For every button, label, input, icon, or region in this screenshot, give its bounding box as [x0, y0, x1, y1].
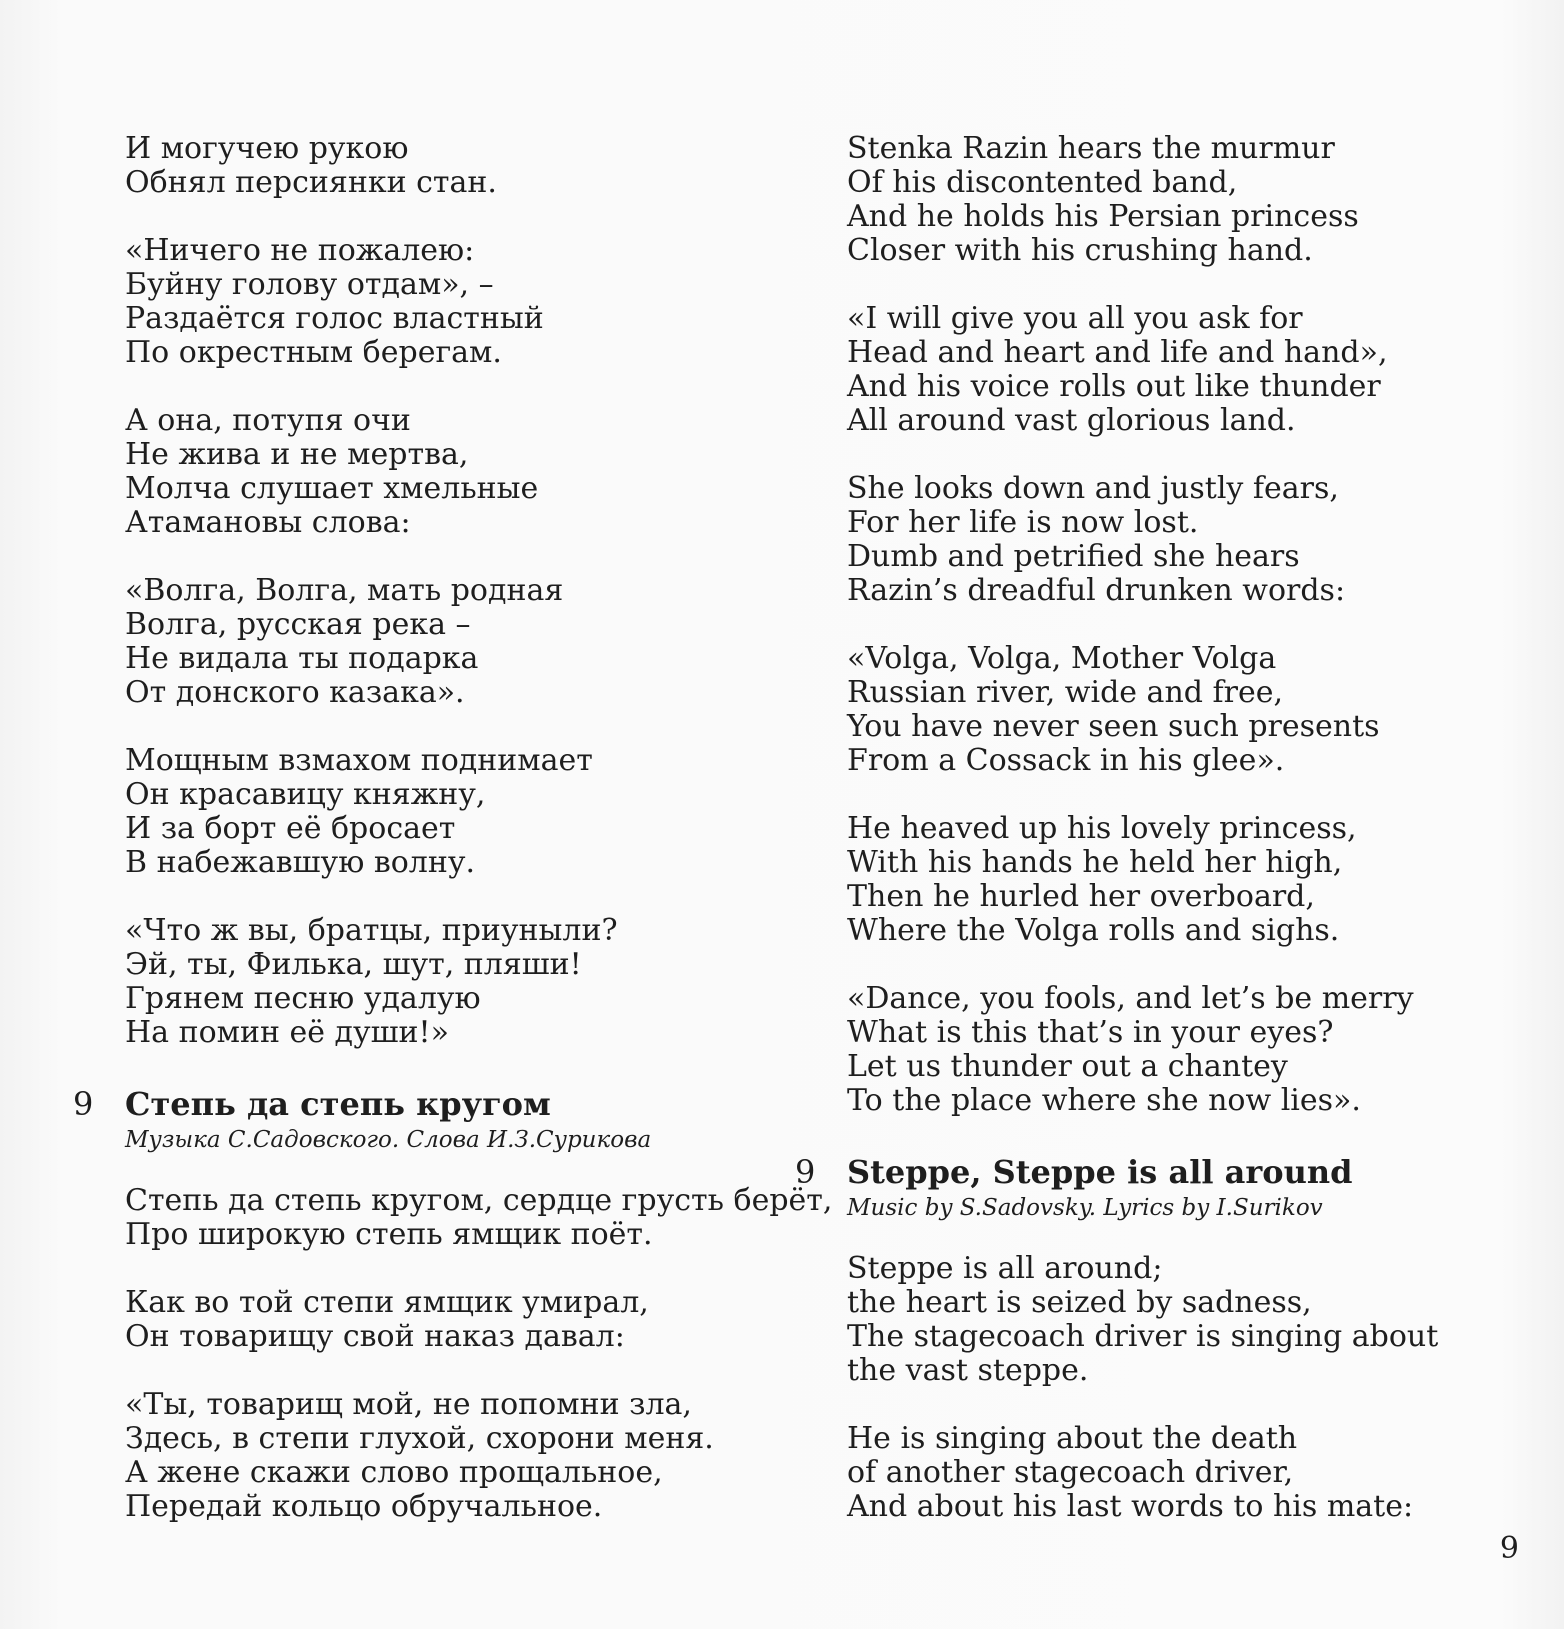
lyric-line: На помин её души!» — [125, 1015, 449, 1050]
lyric-line: Не жива и не мертва, — [125, 437, 469, 472]
lyric-line: The stagecoach driver is singing about — [847, 1319, 1439, 1354]
lyric-line: Грянем песню удалую — [125, 981, 481, 1016]
stanza — [847, 1252, 1537, 1388]
lyric-line: You have never seen such presents — [847, 709, 1380, 744]
stanza — [125, 132, 805, 200]
lyric-line: Then he hurled her overboard, — [847, 879, 1315, 914]
english-stanzas-top — [847, 132, 1537, 1118]
lyric-line: Он товарищу свой наказ давал: — [125, 1319, 625, 1354]
lyric-line: And about his last words to his mate: — [847, 1489, 1414, 1524]
lyric-line: He heaved up his lovely princess, — [847, 811, 1357, 846]
russian-song-header — [73, 1084, 805, 1156]
stanza — [125, 1183, 833, 1252]
lyric-line: And his voice rolls out like thunder — [847, 369, 1381, 404]
stanza — [847, 1422, 1537, 1524]
stanza — [847, 642, 1537, 778]
stanza — [847, 302, 1537, 438]
lyric-line: Stenka Razin hears the murmur — [847, 131, 1335, 166]
lyric-line: Let us thunder out a chantey — [847, 1049, 1288, 1084]
lyric-line: She looks down and justly fears, — [847, 471, 1339, 506]
lyric-line: Razin’s dreadful drunken words: — [847, 573, 1346, 608]
stanza — [847, 132, 1537, 268]
stanza — [125, 1286, 805, 1354]
lyric-line: Молча слушает хмельные — [125, 471, 539, 506]
lyric-line: Обнял персиянки стан. — [125, 165, 497, 200]
lyric-line: the vast steppe. — [847, 1353, 1089, 1388]
english-song-header — [795, 1152, 1537, 1224]
lyric-line: Head and heart and life and hand», — [847, 335, 1388, 370]
lyric-line: To the place where she now lies». — [847, 1083, 1361, 1118]
stanza — [125, 574, 805, 710]
lyric-line: What is this that’s in your eyes? — [847, 1015, 1334, 1050]
stanza — [847, 472, 1537, 608]
lyric-line: «Волга, Волга, мать родная — [125, 573, 564, 608]
song-title: Steppe, Steppe is all around — [847, 1153, 1353, 1191]
lyric-line: And he holds his Persian princess — [847, 199, 1359, 234]
lyric-line: Как во той степи ямщик умирал, — [125, 1285, 649, 1320]
lyric-line: Атамановы слова: — [125, 505, 411, 540]
lyric-line: А она, потупя очи — [125, 403, 411, 438]
lyric-line: «Volga, Volga, Mother Volga — [847, 641, 1277, 676]
song-credit: Music by S.Sadovsky. Lyrics by I.Surikov — [847, 1195, 1323, 1221]
english-lyrics-column — [795, 131, 1537, 1558]
song-number: 9 — [795, 1153, 816, 1191]
stanza — [125, 404, 805, 540]
lyric-line: Волга, русская река – — [125, 607, 471, 642]
song-title: Степь да степь кругом — [125, 1085, 551, 1123]
lyric-line: И за борт её бросает — [125, 811, 456, 846]
lyric-line: All around vast glorious land. — [847, 403, 1296, 438]
lyric-line: Of his discontented band, — [847, 165, 1238, 200]
lyric-line: В набежавшую волну. — [125, 845, 476, 880]
lyric-line: Closer with his crushing hand. — [847, 233, 1313, 268]
stanza — [125, 1388, 805, 1524]
russian-lyrics-column — [73, 131, 833, 1558]
lyric-line: the heart is seized by sadness, — [847, 1285, 1312, 1320]
lyric-line: Steppe is all around; — [847, 1251, 1163, 1286]
lyric-line: For her life is now lost. — [847, 505, 1199, 540]
lyric-line: Не видала ты подарка — [125, 641, 479, 676]
stanza — [847, 982, 1537, 1118]
lyric-line: Раздаётся голос властный — [125, 301, 544, 336]
lyric-line: Буйну голову отдам», – — [125, 267, 494, 302]
lyric-line: Про широкую степь ямщик поёт. — [125, 1217, 653, 1252]
lyric-line: From a Cossack in his glee». — [847, 743, 1285, 778]
lyric-line: Dumb and petrified she hears — [847, 539, 1300, 574]
lyric-line: of another stagecoach driver, — [847, 1455, 1294, 1490]
lyric-line: А жене скажи слово прощальное, — [125, 1455, 663, 1490]
lyric-line: Эй, ты, Филька, шут, пляши! — [125, 947, 582, 982]
stanza — [847, 812, 1537, 948]
russian-stanzas-song — [125, 1183, 833, 1524]
stanza — [125, 914, 805, 1050]
russian-stanzas-top — [125, 132, 805, 1050]
lyric-line: И могучею рукою — [125, 131, 409, 166]
lyric-line: Здесь, в степи глухой, схорони меня. — [125, 1421, 714, 1456]
lyric-line: With his hands he held her high, — [847, 845, 1343, 880]
lyric-line: «Что ж вы, братцы, приуныли? — [125, 913, 618, 948]
lyric-line: «I will give you all you ask for — [847, 301, 1303, 336]
page-number: 9 — [1499, 1531, 1519, 1566]
lyric-line: «Ничего не пожалею: — [125, 233, 475, 268]
stanza — [125, 744, 805, 880]
lyric-line: По окрестным берегам. — [125, 335, 502, 370]
lyric-line: От донского казака». — [125, 675, 465, 710]
lyric-line: Передай кольцо обручальное. — [125, 1489, 603, 1524]
lyric-line: Он красавицу княжну, — [125, 777, 486, 812]
stanza — [125, 234, 805, 370]
lyric-line: He is singing about the death — [847, 1421, 1298, 1456]
song-number: 9 — [73, 1085, 94, 1123]
lyric-line: Russian river, wide and free, — [847, 675, 1283, 710]
lyric-line: Where the Volga rolls and sighs. — [847, 913, 1340, 948]
lyric-line: «Dance, you fools, and let’s be merry — [847, 981, 1414, 1016]
song-credit: Музыка С.Садовского. Слова И.З.Сурикова — [125, 1127, 652, 1153]
lyric-line: «Ты, товарищ мой, не попомни зла, — [125, 1387, 692, 1422]
lyric-line: Степь да степь кругом, сердце грусть берёт, — [125, 1183, 833, 1218]
english-stanzas-song — [847, 1252, 1537, 1524]
lyric-line: Мощным взмахом поднимает — [125, 743, 593, 778]
